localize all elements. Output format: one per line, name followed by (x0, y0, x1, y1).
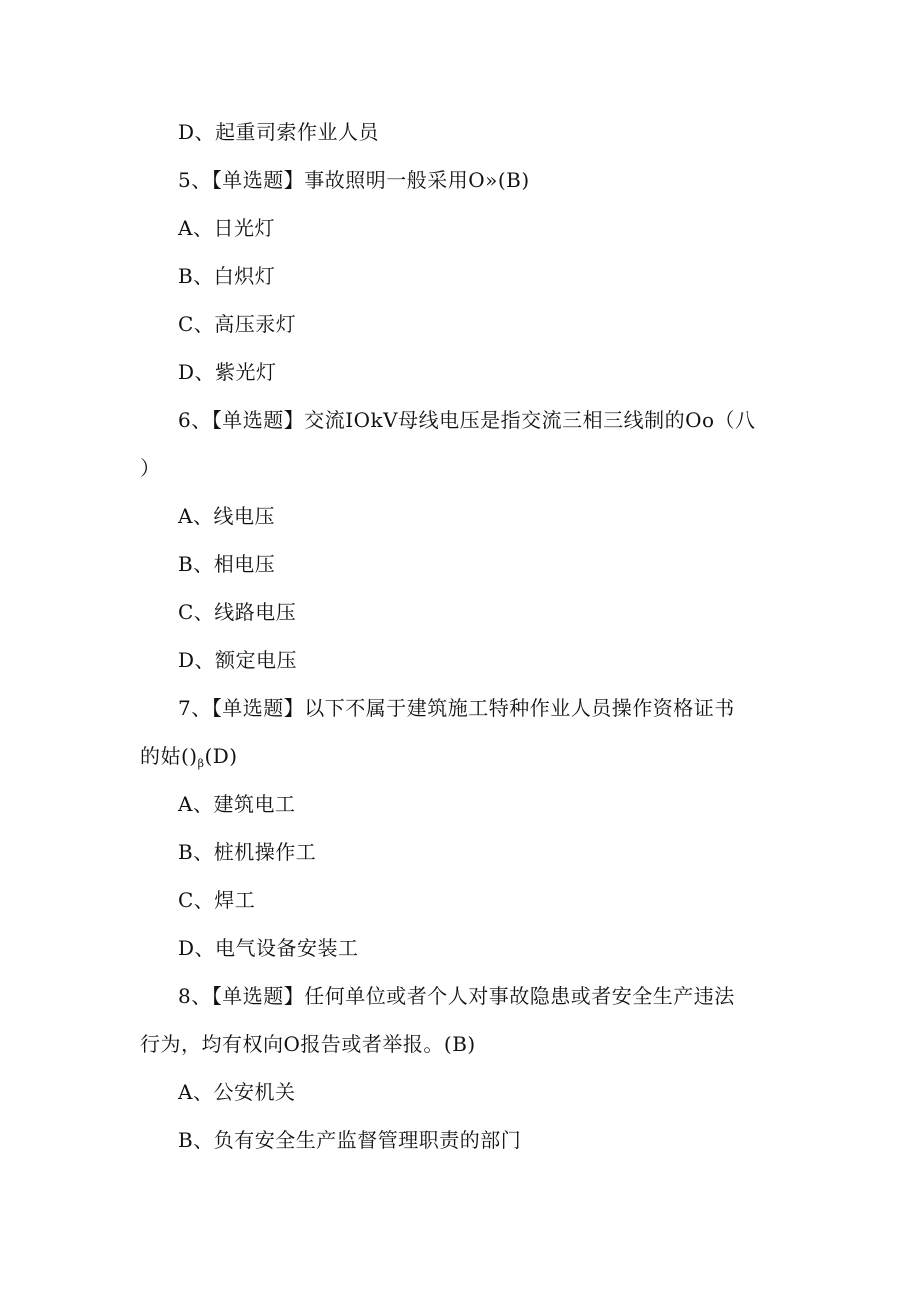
question-6-continuation: ） (140, 456, 161, 480)
question-7-subscript: β (197, 757, 205, 770)
option-8-b: B、负有安全生产监督管理职责的部门 (178, 1128, 522, 1152)
option-7-d: D、电气设备安装工 (178, 936, 359, 960)
option-7-b: B、桩机操作工 (178, 840, 317, 864)
option-5-c: C、高压汞灯 (178, 312, 297, 336)
question-7: 7、【单选题】以下不属于建筑施工特种作业人员操作资格证书 (178, 696, 735, 720)
option-6-c: C、线路电压 (178, 600, 297, 624)
option-7-a: A、建筑电工 (178, 792, 296, 816)
option-5-d: D、紫光灯 (178, 360, 277, 384)
option-7-c: C、焊工 (178, 888, 256, 912)
option-5-b: B、白炽灯 (178, 264, 276, 288)
question-7-answer: (D) (204, 744, 238, 768)
question-7-text: 的姑() (140, 744, 198, 768)
option-5-a: A、日光灯 (178, 216, 275, 240)
question-7-continuation (140, 744, 238, 776)
option-4-d: D、起重司索作业人员 (178, 120, 380, 144)
option-8-a: A、公安机关 (178, 1080, 296, 1104)
option-6-a: A、线电压 (178, 504, 275, 528)
option-6-b: B、相电压 (178, 552, 276, 576)
question-6: 6、【单选题】交流IOkV母线电压是指交流三相三线制的Oo（八 (178, 408, 756, 432)
question-5: 5、【单选题】事故照明一般采用O»(B) (178, 168, 530, 192)
question-8-continuation: 行为，均有权向O报告或者举报。(B) (140, 1032, 476, 1056)
option-6-d: D、额定电压 (178, 648, 298, 672)
question-8: 8、【单选题】任何单位或者个人对事故隐患或者安全生产违法 (178, 984, 735, 1008)
